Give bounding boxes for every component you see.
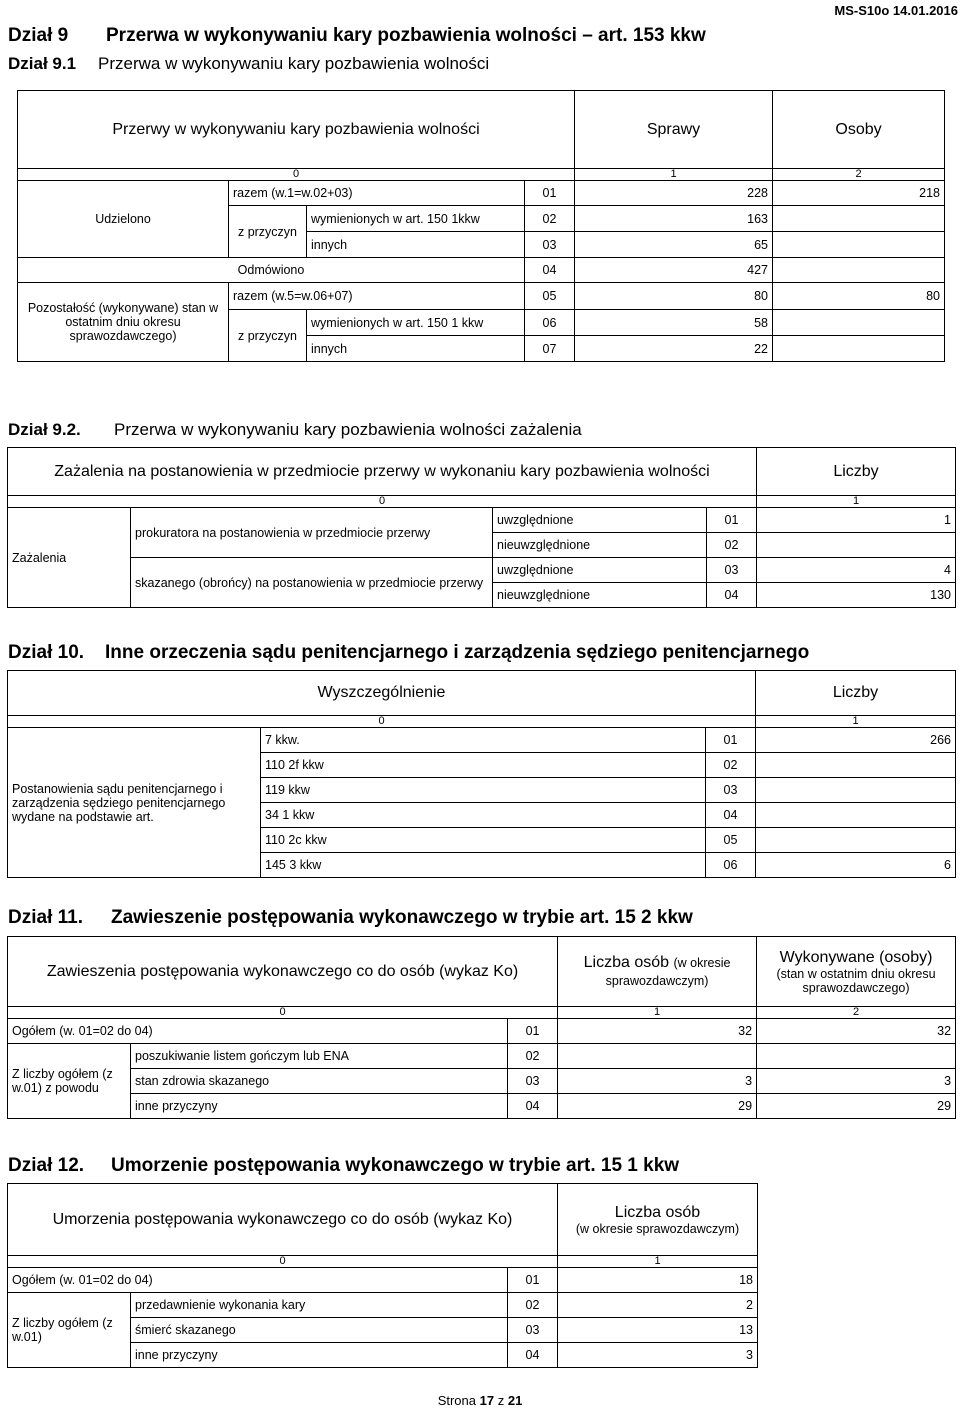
cell-liczby-03: 4 — [757, 558, 956, 583]
row-number-01: 01 — [706, 728, 756, 753]
cell-sprawy-04: 427 — [575, 258, 773, 283]
header-liczba-osob — [558, 1184, 758, 1256]
row-number-01: 01 — [707, 508, 757, 533]
row-label-06: 145 3 kkw — [261, 853, 706, 878]
row-label-uwzglednione-01: uwzględnione — [493, 508, 707, 533]
table-section-12 — [7, 1183, 758, 1368]
header-wykonywane-main: Wykonywane (osoby) — [779, 948, 933, 966]
header-liczba-osob — [558, 937, 757, 1007]
row-label-nieuwzglednione-04: nieuwzględnione — [493, 583, 707, 608]
row-label-razem-05: razem (w.5=w.06+07) — [229, 283, 525, 310]
header-liczba-osob-main: Liczba osób — [614, 1203, 701, 1221]
row-label-ogolem: Ogółem (w. 01=02 do 04) — [8, 1268, 508, 1293]
cell-osoby-07 — [773, 336, 945, 362]
cell-liczby-04 — [756, 803, 956, 828]
section-9-1-label: Dział 9.1 — [8, 54, 77, 73]
cell-sprawy-02: 163 — [575, 206, 773, 232]
row-label-z-przyczyn-2: z przyczyn — [229, 310, 307, 362]
row-number-02: 02 — [508, 1293, 558, 1318]
row-label-postanowienia: Postanowienia sądu penitencjarnego i zarządzenia sędziego penitencjarnego wydane na podstawie art. — [8, 728, 261, 878]
cell-liczby-01: 266 — [756, 728, 956, 753]
row-label-03: stan zdrowia skazanego — [131, 1069, 508, 1094]
cell-wykonywane-03: 3 — [757, 1069, 956, 1094]
row-label-zazalenia: Zażalenia — [8, 508, 131, 608]
cell-liczby-02 — [757, 533, 956, 558]
cell-liczba-osob-04: 3 — [558, 1343, 758, 1368]
cell-liczby-03 — [756, 778, 956, 803]
cell-liczba-osob-02: 2 — [558, 1293, 758, 1318]
page-footer — [0, 1393, 960, 1408]
cell-sprawy-05: 80 — [575, 283, 773, 310]
row-number-02: 02 — [525, 206, 575, 232]
row-number-03: 03 — [508, 1069, 558, 1094]
cell-liczba-osob-03: 3 — [558, 1069, 757, 1094]
row-number-07: 07 — [525, 336, 575, 362]
col-index-1: 1 — [757, 496, 956, 508]
col-index-2: 2 — [757, 1007, 956, 1019]
cell-sprawy-01: 228 — [575, 181, 773, 206]
header-umorzenia: Umorzenia postępowania wykonawczego co do osób (wykaz Ko) — [8, 1184, 558, 1256]
cell-wykonywane-01: 32 — [757, 1019, 956, 1044]
row-number-01: 01 — [508, 1019, 558, 1044]
row-number-05: 05 — [525, 283, 575, 310]
cell-liczby-02 — [756, 753, 956, 778]
row-label-04: 34 1 kkw — [261, 803, 706, 828]
col-index-0: 0 — [8, 1256, 558, 1268]
row-number-02: 02 — [707, 533, 757, 558]
row-label-z-liczby: Z liczby ogółem (z w.01) — [8, 1293, 131, 1368]
row-number-06: 06 — [525, 310, 575, 336]
header-zazalenia: Zażalenia na postanowienia w przedmiocie przerwy w wykonaniu kary pozbawienia wolności — [8, 448, 757, 496]
cell-osoby-01: 218 — [773, 181, 945, 206]
row-number-03: 03 — [508, 1318, 558, 1343]
page-total: 21 — [507, 1393, 523, 1408]
row-number-05: 05 — [706, 828, 756, 853]
cell-liczby-05 — [756, 828, 956, 853]
cell-liczba-osob-01: 32 — [558, 1019, 757, 1044]
table-section-10 — [7, 670, 956, 878]
cell-liczby-04: 130 — [757, 583, 956, 608]
row-number-02: 02 — [706, 753, 756, 778]
col-index-1: 1 — [558, 1256, 758, 1268]
table-section-9-2 — [7, 447, 956, 608]
row-label-05: 110 2c kkw — [261, 828, 706, 853]
header-liczby: Liczby — [757, 448, 956, 496]
col-index-0: 0 — [8, 716, 756, 728]
section-12-title: Umorzenie postępowania wykonawczego w trybie art. 15 1 kkw — [111, 1155, 680, 1176]
row-label-wymienionych-06: wymienionych w art. 150 1 kkw — [307, 310, 525, 336]
row-label-innych-03: innych — [307, 232, 525, 258]
section-9-2-label: Dział 9.2. — [8, 420, 81, 439]
row-number-04: 04 — [525, 258, 575, 283]
cell-wykonywane-04: 29 — [757, 1094, 956, 1119]
row-label-01: 7 kkw. — [261, 728, 706, 753]
cell-liczba-osob-02 — [558, 1044, 757, 1069]
header-osoby: Osoby — [773, 91, 945, 169]
row-number-04: 04 — [707, 583, 757, 608]
section-9-2-title: Przerwa w wykonywaniu kary pozbawienia wolności zażalenia — [114, 420, 582, 439]
row-label-02: 110 2f kkw — [261, 753, 706, 778]
cell-osoby-06 — [773, 310, 945, 336]
cell-liczby-06: 6 — [756, 853, 956, 878]
header-wykonywane — [757, 937, 956, 1007]
row-label-nieuwzglednione-02: nieuwzględnione — [493, 533, 707, 558]
cell-osoby-03 — [773, 232, 945, 258]
cell-sprawy-06: 58 — [575, 310, 773, 336]
row-label-innych-07: innych — [307, 336, 525, 362]
header-przerwy: Przerwy w wykonywaniu kary pozbawienia wolności — [18, 91, 575, 169]
cell-osoby-05: 80 — [773, 283, 945, 310]
section-11-title: Zawieszenie postępowania wykonawczego w trybie art. 15 2 kkw — [111, 907, 693, 928]
row-label-03: śmierć skazanego — [131, 1318, 508, 1343]
cell-sprawy-03: 65 — [575, 232, 773, 258]
row-label-04: inne przyczyny — [131, 1343, 508, 1368]
row-number-02: 02 — [508, 1044, 558, 1069]
col-index-0: 0 — [18, 169, 575, 181]
row-number-03: 03 — [525, 232, 575, 258]
row-label-skazanego: skazanego (obrońcy) na postanowienia w przedmiocie przerwy — [131, 558, 493, 608]
cell-liczba-osob-01: 18 — [558, 1268, 758, 1293]
row-label-udzielono: Udzielono — [18, 181, 229, 258]
section-10-title: Inne orzeczenia sądu penitencjarnego i zarządzenia sędziego penitencjarnego — [105, 642, 810, 663]
cell-wykonywane-02 — [757, 1044, 956, 1069]
table-section-9-1 — [17, 90, 945, 362]
header-liczba-osob-sub: (w okresie sprawozdawczym) — [575, 1221, 740, 1236]
header-liczby: Liczby — [756, 671, 956, 716]
row-number-06: 06 — [706, 853, 756, 878]
section-9-label: Dział 9 — [8, 25, 69, 46]
col-index-1: 1 — [756, 716, 956, 728]
row-number-04: 04 — [508, 1094, 558, 1119]
row-label-02: poszukiwanie listem gończym lub ENA — [131, 1044, 508, 1069]
section-9-title: Przerwa w wykonywaniu kary pozbawienia wolności – art. 153 kkw — [106, 25, 706, 46]
section-11-label: Dział 11. — [8, 907, 83, 928]
row-label-04: inne przyczyny — [131, 1094, 508, 1119]
row-label-wymienionych-02: wymienionych w art. 150 1kkw — [307, 206, 525, 232]
col-index-2: 2 — [773, 169, 945, 181]
header-wykonywane-sub: (stan w ostatnim dniu okresu sprawozdawczego) — [776, 966, 936, 995]
row-label-uwzglednione-03: uwzględnione — [493, 558, 707, 583]
row-label-z-liczby: Z liczby ogółem (z w.01) z powodu — [8, 1044, 131, 1119]
col-index-1: 1 — [575, 169, 773, 181]
form-code: MS-S10o 14.01.2016 — [834, 3, 958, 18]
header-wyszczegolnienie: Wyszczególnienie — [8, 671, 756, 716]
row-label-odmowiono: Odmówiono — [18, 258, 525, 283]
row-label-prokuratora: prokuratora na postanowienia w przedmiocie przerwy — [131, 508, 493, 558]
cell-liczba-osob-04: 29 — [558, 1094, 757, 1119]
header-liczba-osob-sub: (w okresie sprawozdawczym) — [605, 955, 731, 988]
cell-liczby-01: 1 — [757, 508, 956, 533]
row-label-razem-01: razem (w.1=w.02+03) — [229, 181, 525, 206]
section-12-label: Dział 12. — [8, 1155, 85, 1176]
cell-osoby-02 — [773, 206, 945, 232]
section-10-label: Dział 10. — [8, 642, 85, 663]
header-liczba-osob-main: Liczba osób — [583, 953, 670, 971]
row-number-04: 04 — [508, 1343, 558, 1368]
row-number-01: 01 — [508, 1268, 558, 1293]
page-footer-prefix: Strona — [437, 1393, 476, 1408]
row-label-03: 119 kkw — [261, 778, 706, 803]
page-footer-sep: z — [497, 1393, 505, 1408]
cell-osoby-04 — [773, 258, 945, 283]
col-index-0: 0 — [8, 496, 757, 508]
row-number-03: 03 — [706, 778, 756, 803]
page-number: 17 — [479, 1393, 495, 1408]
section-9-1-title: Przerwa w wykonywaniu kary pozbawienia wolności — [98, 54, 490, 73]
table-section-11 — [7, 936, 956, 1119]
row-label-02: przedawnienie wykonania kary — [131, 1293, 508, 1318]
row-label-z-przyczyn: z przyczyn — [229, 206, 307, 258]
row-number-04: 04 — [706, 803, 756, 828]
cell-liczba-osob-03: 13 — [558, 1318, 758, 1343]
header-sprawy: Sprawy — [575, 91, 773, 169]
row-label-ogolem: Ogółem (w. 01=02 do 04) — [8, 1019, 508, 1044]
row-number-03: 03 — [707, 558, 757, 583]
cell-sprawy-07: 22 — [575, 336, 773, 362]
col-index-1: 1 — [558, 1007, 757, 1019]
row-number-01: 01 — [525, 181, 575, 206]
row-label-pozostalosc: Pozostałość (wykonywane) stan w ostatnim dniu okresu sprawozdawczego) — [18, 283, 229, 362]
header-zawieszenia: Zawieszenia postępowania wykonawczego co do osób (wykaz Ko) — [8, 937, 558, 1007]
col-index-0: 0 — [8, 1007, 558, 1019]
